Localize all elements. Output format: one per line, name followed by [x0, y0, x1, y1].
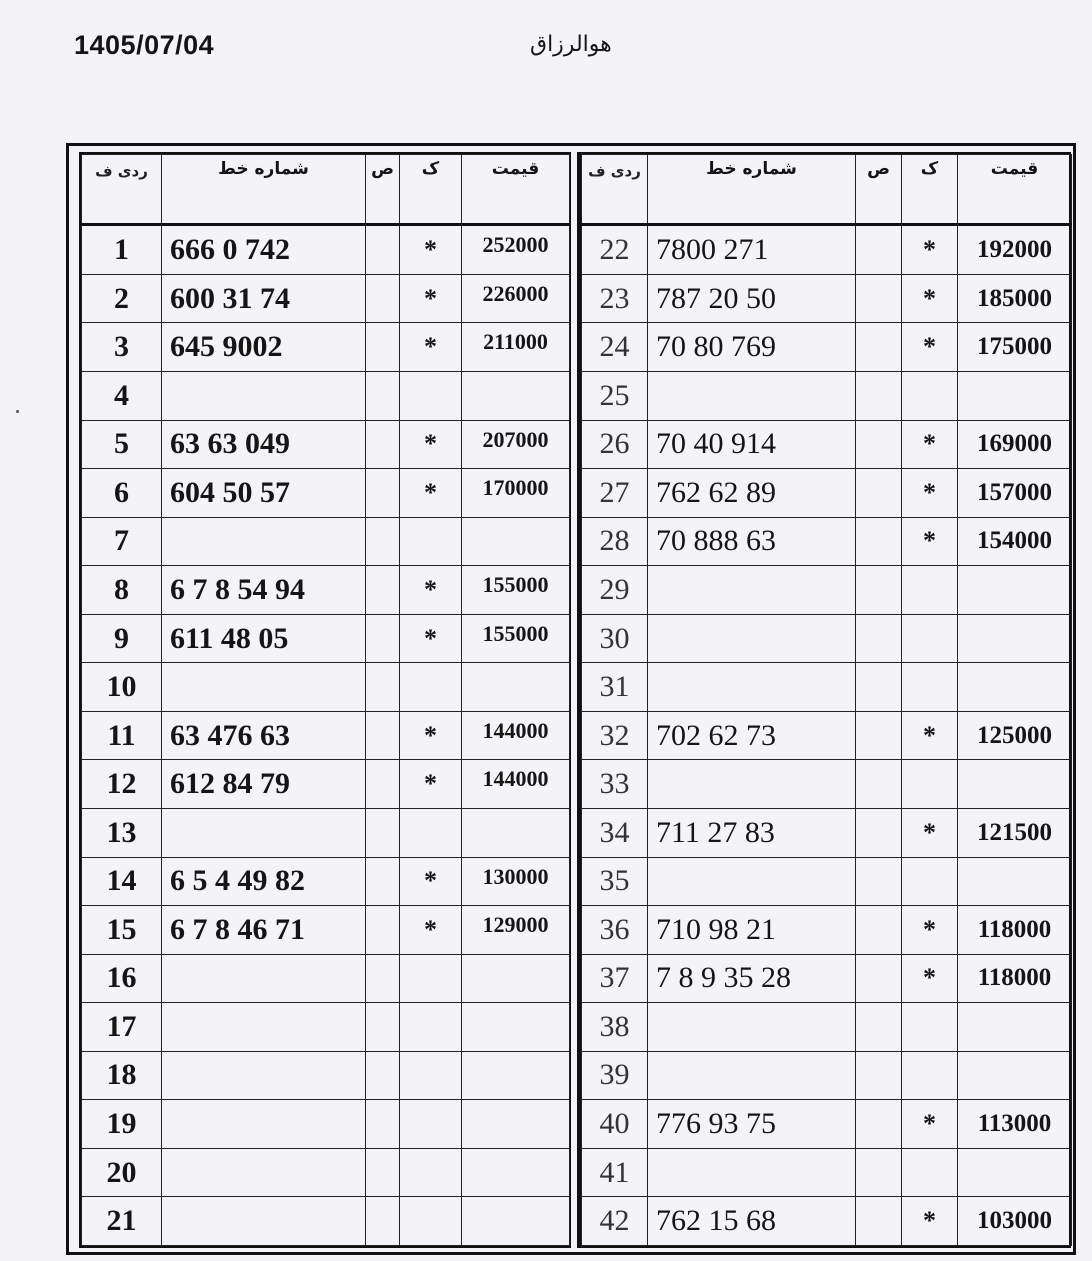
- kaf-mark-cell: [902, 760, 958, 809]
- price-cell: 118000: [958, 954, 1072, 1003]
- price-cell: [462, 1197, 570, 1246]
- price-cell: 155000: [462, 566, 570, 615]
- kaf-mark-cell: [400, 517, 462, 566]
- line-number-cell: [162, 1051, 366, 1100]
- sad-cell: [856, 1148, 902, 1197]
- kaf-mark-cell: [902, 1148, 958, 1197]
- row-number-cell: 31: [582, 663, 648, 712]
- sad-cell: [856, 566, 902, 615]
- line-number-cell: 63 63 049: [162, 420, 366, 469]
- price-cell: 129000: [462, 906, 570, 955]
- row-number-cell: 20: [82, 1148, 162, 1197]
- table-row: [582, 566, 1072, 615]
- sad-cell: [856, 372, 902, 421]
- left-header-row: [82, 155, 570, 225]
- table-row: [582, 323, 1072, 372]
- row-number-cell: 22: [582, 225, 648, 275]
- kaf-mark-cell: *: [400, 760, 462, 809]
- sad-cell: [366, 808, 400, 857]
- table-row: [582, 469, 1072, 518]
- kaf-mark-cell: [902, 372, 958, 421]
- table-row: [82, 274, 570, 323]
- row-number-cell: 39: [582, 1051, 648, 1100]
- kaf-mark-cell: [400, 808, 462, 857]
- line-number-cell: [648, 663, 856, 712]
- line-number-cell: 702 62 73: [648, 711, 856, 760]
- kaf-mark-cell: [400, 1100, 462, 1149]
- line-number-cell: [162, 1100, 366, 1149]
- row-number-cell: 25: [582, 372, 648, 421]
- line-number-cell: 6 7 8 46 71: [162, 906, 366, 955]
- row-number-cell: 3: [82, 323, 162, 372]
- line-number-cell: 70 888 63: [648, 517, 856, 566]
- row-number-cell: 14: [82, 857, 162, 906]
- sad-cell: [856, 711, 902, 760]
- sad-cell: [366, 760, 400, 809]
- kaf-mark-cell: *: [400, 274, 462, 323]
- sad-cell: [366, 1197, 400, 1246]
- kaf-mark-cell: *: [902, 906, 958, 955]
- sad-cell: [366, 420, 400, 469]
- row-number-cell: 11: [82, 711, 162, 760]
- table-row: [582, 1100, 1072, 1149]
- row-number-cell: 33: [582, 760, 648, 809]
- row-number-cell: 29: [582, 566, 648, 615]
- row-number-cell: 16: [82, 954, 162, 1003]
- price-cell: 103000: [958, 1197, 1072, 1246]
- line-number-cell: [162, 372, 366, 421]
- kaf-mark-cell: *: [400, 420, 462, 469]
- sad-cell: [366, 614, 400, 663]
- row-number-cell: 8: [82, 566, 162, 615]
- left-table-body: [82, 225, 570, 1246]
- price-cell: 121500: [958, 808, 1072, 857]
- table-row: [82, 517, 570, 566]
- line-number-cell: [648, 566, 856, 615]
- price-cell: 144000: [462, 760, 570, 809]
- kaf-mark-cell: [400, 372, 462, 421]
- kaf-mark-cell: *: [902, 323, 958, 372]
- right-table-body: [582, 225, 1072, 1246]
- price-cell: 144000: [462, 711, 570, 760]
- table-row: [582, 954, 1072, 1003]
- kaf-mark-cell: *: [902, 954, 958, 1003]
- price-cell: [958, 760, 1072, 809]
- price-cell: [462, 1148, 570, 1197]
- row-number-cell: 41: [582, 1148, 648, 1197]
- price-cell: [958, 1148, 1072, 1197]
- row-number-cell: 17: [82, 1003, 162, 1052]
- row-number-cell: 5: [82, 420, 162, 469]
- sad-cell: [856, 469, 902, 518]
- sad-cell: [366, 1003, 400, 1052]
- price-cell: 170000: [462, 469, 570, 518]
- row-number-cell: 9: [82, 614, 162, 663]
- line-number-cell: 604 50 57: [162, 469, 366, 518]
- line-number-cell: 666 0 742: [162, 225, 366, 275]
- table-row: [582, 372, 1072, 421]
- table-row: [82, 566, 570, 615]
- sad-cell: [856, 663, 902, 712]
- table-row: [82, 954, 570, 1003]
- price-cell: [958, 857, 1072, 906]
- row-number-cell: 42: [582, 1197, 648, 1246]
- sad-cell: [366, 469, 400, 518]
- line-number-cell: [162, 1197, 366, 1246]
- kaf-mark-cell: [902, 857, 958, 906]
- sad-cell: [856, 1003, 902, 1052]
- kaf-mark-cell: *: [902, 469, 958, 518]
- row-number-cell: 12: [82, 760, 162, 809]
- line-number-header: شماره خط: [648, 155, 856, 225]
- row-number-cell: 40: [582, 1100, 648, 1149]
- table-row: [82, 906, 570, 955]
- sad-cell: [366, 225, 400, 275]
- line-number-cell: 711 27 83: [648, 808, 856, 857]
- line-number-cell: [648, 857, 856, 906]
- row-number-cell: 35: [582, 857, 648, 906]
- table-row: [82, 225, 570, 275]
- line-number-cell: [162, 954, 366, 1003]
- line-number-cell: 611 48 05: [162, 614, 366, 663]
- row-number-cell: 38: [582, 1003, 648, 1052]
- price-cell: 169000: [958, 420, 1072, 469]
- kaf-mark-cell: *: [902, 225, 958, 275]
- price-cell: 185000: [958, 274, 1072, 323]
- line-number-cell: 762 15 68: [648, 1197, 856, 1246]
- price-cell: [958, 1003, 1072, 1052]
- sad-cell: [856, 420, 902, 469]
- sad-cell: [856, 517, 902, 566]
- row-number-cell: 13: [82, 808, 162, 857]
- kaf-mark-cell: *: [400, 906, 462, 955]
- right-header-row: [582, 155, 1072, 225]
- price-cell: 207000: [462, 420, 570, 469]
- price-list-sheet: [66, 143, 1076, 1255]
- kaf-mark-cell: [902, 1051, 958, 1100]
- sad-cell: [856, 274, 902, 323]
- row-number-cell: 24: [582, 323, 648, 372]
- sad-cell: [366, 274, 400, 323]
- line-number-cell: [162, 663, 366, 712]
- table-row: [82, 857, 570, 906]
- table-row: [582, 420, 1072, 469]
- kaf-mark-cell: [902, 614, 958, 663]
- table-row: [82, 469, 570, 518]
- sad-cell: [366, 857, 400, 906]
- price-cell: 252000: [462, 225, 570, 275]
- sad-cell: [366, 711, 400, 760]
- table-row: [82, 711, 570, 760]
- sad-cell: [366, 663, 400, 712]
- row-number-cell: 18: [82, 1051, 162, 1100]
- kaf-mark-cell: *: [400, 469, 462, 518]
- table-row: [582, 1148, 1072, 1197]
- line-number-cell: 70 80 769: [648, 323, 856, 372]
- right-price-table: [581, 154, 1072, 1246]
- sad-cell: [856, 906, 902, 955]
- line-number-cell: 787 20 50: [648, 274, 856, 323]
- sad-cell: [366, 1100, 400, 1149]
- line-number-cell: 6 5 4 49 82: [162, 857, 366, 906]
- left-price-table: [81, 154, 570, 1246]
- sad-cell: [856, 1100, 902, 1149]
- row-number-cell: 19: [82, 1100, 162, 1149]
- kaf-header: ک: [902, 155, 958, 225]
- table-row: [82, 1197, 570, 1246]
- price-header: قیمت: [958, 155, 1072, 225]
- line-number-cell: [162, 808, 366, 857]
- sad-cell: [856, 225, 902, 275]
- line-number-cell: [648, 1051, 856, 1100]
- line-number-cell: 612 84 79: [162, 760, 366, 809]
- price-cell: [462, 517, 570, 566]
- line-number-cell: 600 31 74: [162, 274, 366, 323]
- sad-cell: [856, 1051, 902, 1100]
- price-cell: 113000: [958, 1100, 1072, 1149]
- table-row: [82, 1100, 570, 1149]
- kaf-mark-cell: [400, 1148, 462, 1197]
- price-cell: 118000: [958, 906, 1072, 955]
- row-number-cell: 10: [82, 663, 162, 712]
- kaf-header: ک: [400, 155, 462, 225]
- row-number-cell: 27: [582, 469, 648, 518]
- table-row: [82, 808, 570, 857]
- row-number-cell: 15: [82, 906, 162, 955]
- price-cell: 155000: [462, 614, 570, 663]
- kaf-mark-cell: [902, 566, 958, 615]
- table-row: [82, 760, 570, 809]
- sad-cell: [856, 954, 902, 1003]
- kaf-mark-cell: [400, 954, 462, 1003]
- line-number-cell: 645 9002: [162, 323, 366, 372]
- sad-header: ص: [856, 155, 902, 225]
- price-cell: [958, 663, 1072, 712]
- price-cell: [462, 1051, 570, 1100]
- line-number-cell: [162, 1003, 366, 1052]
- table-row: [582, 906, 1072, 955]
- document-heading: هوالرزاق: [530, 32, 612, 57]
- price-cell: 192000: [958, 225, 1072, 275]
- kaf-mark-cell: *: [400, 857, 462, 906]
- row-number-cell: 7: [82, 517, 162, 566]
- row-number-cell: 23: [582, 274, 648, 323]
- sad-cell: [856, 760, 902, 809]
- price-cell: [958, 1051, 1072, 1100]
- kaf-mark-cell: [400, 1003, 462, 1052]
- row-number-cell: 28: [582, 517, 648, 566]
- price-cell: [462, 808, 570, 857]
- line-number-cell: 63 476 63: [162, 711, 366, 760]
- table-row: [82, 372, 570, 421]
- kaf-mark-cell: *: [902, 1197, 958, 1246]
- sad-header: ص: [366, 155, 400, 225]
- line-number-cell: 6 7 8 54 94: [162, 566, 366, 615]
- kaf-mark-cell: [902, 663, 958, 712]
- sad-cell: [856, 857, 902, 906]
- table-row: [582, 663, 1072, 712]
- row-number-cell: 36: [582, 906, 648, 955]
- price-cell: [462, 954, 570, 1003]
- table-row: [582, 760, 1072, 809]
- table-row: [582, 517, 1072, 566]
- row-number-cell: 6: [82, 469, 162, 518]
- sad-cell: [366, 1051, 400, 1100]
- table-row: [582, 808, 1072, 857]
- table-row: [82, 1148, 570, 1197]
- price-cell: 154000: [958, 517, 1072, 566]
- price-cell: [958, 372, 1072, 421]
- line-number-cell: 7 8 9 35 28: [648, 954, 856, 1003]
- line-number-cell: 7800 271: [648, 225, 856, 275]
- sad-cell: [366, 954, 400, 1003]
- line-number-header: شماره خط: [162, 155, 366, 225]
- sad-cell: [856, 808, 902, 857]
- right-table-panel: [577, 152, 1071, 1248]
- scan-speck: [16, 410, 19, 413]
- price-cell: 130000: [462, 857, 570, 906]
- table-row: [82, 1051, 570, 1100]
- kaf-mark-cell: *: [400, 711, 462, 760]
- line-number-cell: [648, 1003, 856, 1052]
- row-number-header: ردی ف: [82, 155, 162, 225]
- line-number-cell: 70 40 914: [648, 420, 856, 469]
- price-header: قیمت: [462, 155, 570, 225]
- kaf-mark-cell: *: [902, 274, 958, 323]
- table-row: [582, 614, 1072, 663]
- price-cell: [462, 663, 570, 712]
- table-row: [82, 420, 570, 469]
- sad-cell: [366, 323, 400, 372]
- line-number-cell: 762 62 89: [648, 469, 856, 518]
- row-number-cell: 37: [582, 954, 648, 1003]
- line-number-cell: 710 98 21: [648, 906, 856, 955]
- row-number-cell: 4: [82, 372, 162, 421]
- table-row: [582, 274, 1072, 323]
- document-date: 1405/07/04: [74, 30, 215, 60]
- kaf-mark-cell: *: [400, 614, 462, 663]
- price-cell: 157000: [958, 469, 1072, 518]
- sad-cell: [366, 906, 400, 955]
- kaf-mark-cell: *: [400, 323, 462, 372]
- kaf-mark-cell: *: [400, 225, 462, 275]
- row-number-cell: 32: [582, 711, 648, 760]
- price-cell: [462, 372, 570, 421]
- table-row: [582, 1003, 1072, 1052]
- row-number-cell: 30: [582, 614, 648, 663]
- row-number-header: ردی ف: [582, 155, 648, 225]
- row-number-cell: 26: [582, 420, 648, 469]
- table-row: [582, 225, 1072, 275]
- line-number-cell: [648, 760, 856, 809]
- price-cell: 175000: [958, 323, 1072, 372]
- table-row: [582, 711, 1072, 760]
- row-number-cell: 34: [582, 808, 648, 857]
- line-number-cell: [162, 517, 366, 566]
- sad-cell: [856, 614, 902, 663]
- price-cell: 226000: [462, 274, 570, 323]
- price-cell: [958, 566, 1072, 615]
- price-cell: [462, 1100, 570, 1149]
- sad-cell: [856, 1197, 902, 1246]
- sad-cell: [366, 372, 400, 421]
- kaf-mark-cell: *: [902, 1100, 958, 1149]
- table-row: [582, 1197, 1072, 1246]
- kaf-mark-cell: [400, 663, 462, 712]
- line-number-cell: 776 93 75: [648, 1100, 856, 1149]
- table-row: [82, 614, 570, 663]
- sad-cell: [856, 323, 902, 372]
- line-number-cell: [648, 1148, 856, 1197]
- line-number-cell: [648, 372, 856, 421]
- sad-cell: [366, 1148, 400, 1197]
- left-table-panel: [79, 152, 571, 1248]
- price-cell: [958, 614, 1072, 663]
- price-cell: 125000: [958, 711, 1072, 760]
- sad-cell: [366, 566, 400, 615]
- table-row: [82, 323, 570, 372]
- kaf-mark-cell: *: [902, 517, 958, 566]
- table-row: [582, 857, 1072, 906]
- kaf-mark-cell: *: [902, 711, 958, 760]
- kaf-mark-cell: [400, 1051, 462, 1100]
- row-number-cell: 21: [82, 1197, 162, 1246]
- kaf-mark-cell: *: [400, 566, 462, 615]
- row-number-cell: 2: [82, 274, 162, 323]
- table-row: [82, 663, 570, 712]
- kaf-mark-cell: [400, 1197, 462, 1246]
- kaf-mark-cell: *: [902, 808, 958, 857]
- line-number-cell: [162, 1148, 366, 1197]
- table-row: [82, 1003, 570, 1052]
- sad-cell: [366, 517, 400, 566]
- line-number-cell: [648, 614, 856, 663]
- kaf-mark-cell: *: [902, 420, 958, 469]
- row-number-cell: 1: [82, 225, 162, 275]
- price-cell: [462, 1003, 570, 1052]
- table-row: [582, 1051, 1072, 1100]
- price-cell: 211000: [462, 323, 570, 372]
- kaf-mark-cell: [902, 1003, 958, 1052]
